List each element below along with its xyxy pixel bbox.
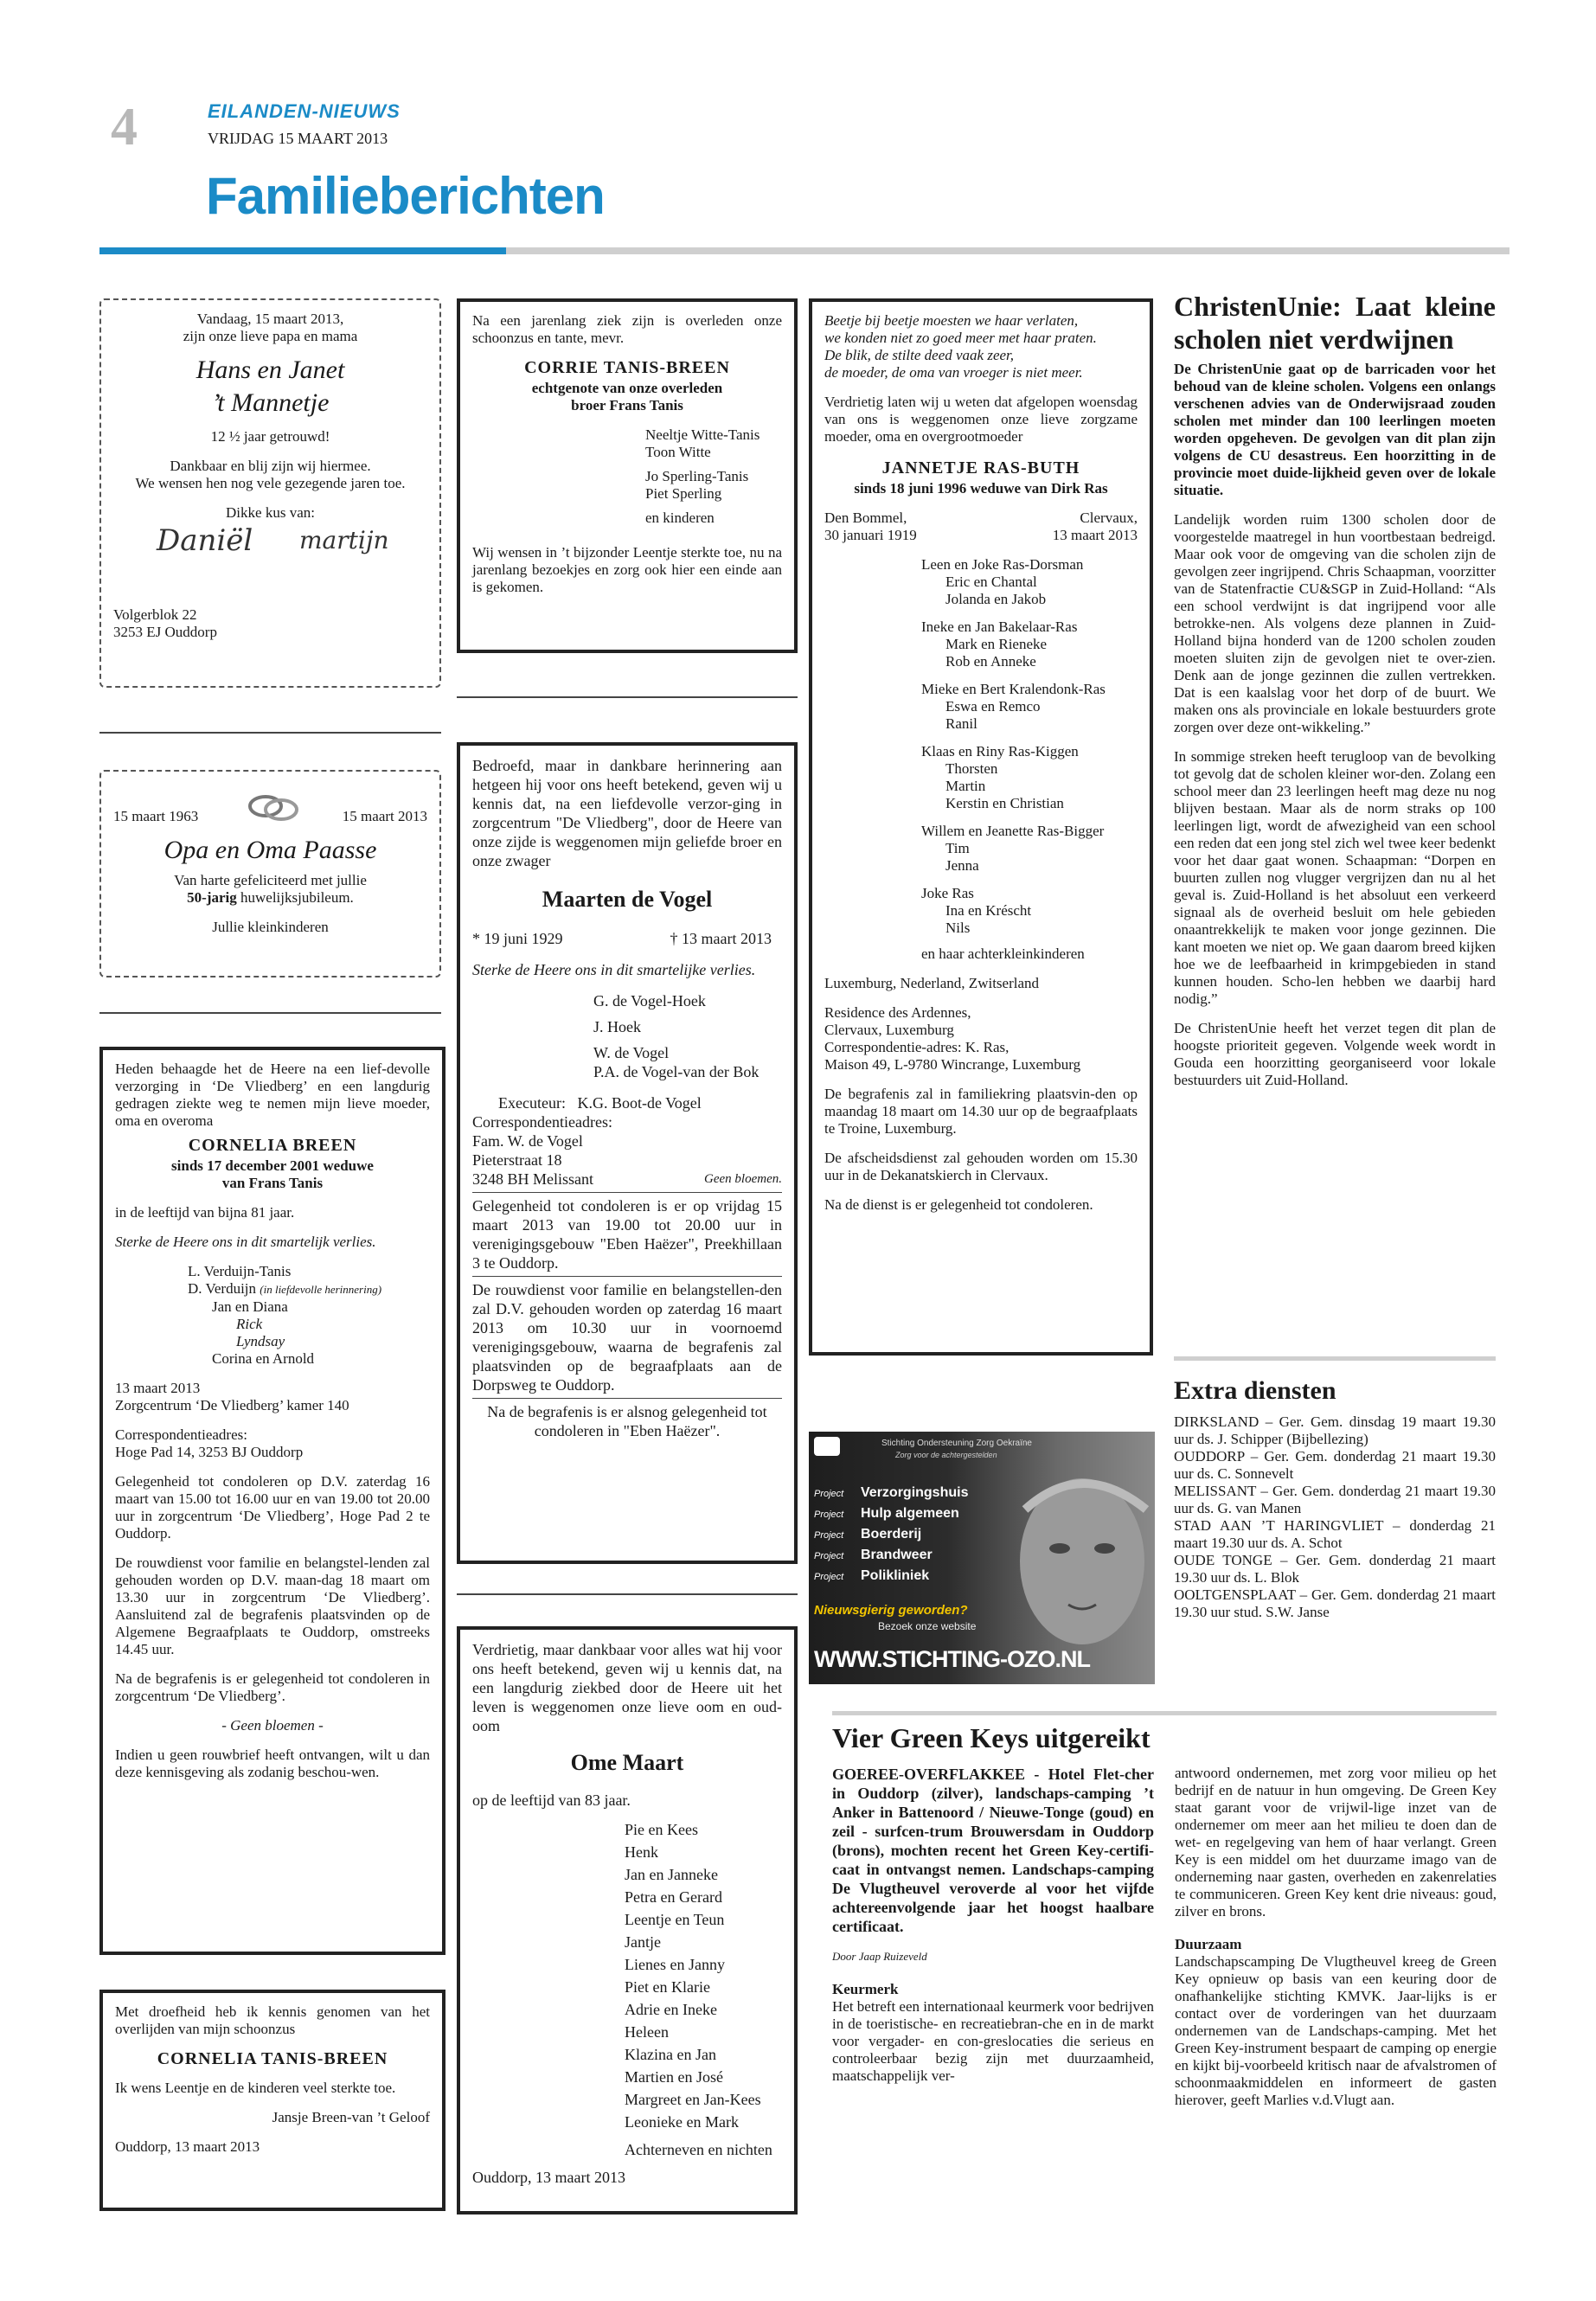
notice-text: Gelegenheid tot condoleren op D.V. zaterdag 16 maart van 15.00 tot 16.00 uur en van 19.00 tot 20.00 uur in zorgcentrum ‘De Vliedberg’, Hoge Pad 2 te Ouddorp. xyxy=(115,1473,430,1541)
family-member: P.A. de Vogel-van der Bok xyxy=(593,1063,760,1080)
executor-line: Executeur: K.G. Boot-de Vogel xyxy=(498,1094,702,1112)
place-date: Ouddorp, 13 maart 2013 xyxy=(472,2169,625,2186)
family-list xyxy=(824,556,1138,937)
notice-text: We wensen hen nog vele gezegende jaren toe. xyxy=(135,475,406,491)
article-title: Vier Green Keys uitgereikt xyxy=(832,1722,1151,1753)
service-item: DIRKSLAND – Ger. Gem. dinsdag 19 maart 19.30 uur ds. J. Schipper (Bijbellezing) xyxy=(1174,1413,1496,1447)
article-paragraph: Landelijk worden ruim 1300 scholen door de voorgestelde maatregel in hun voortbestaan bedreigd. Maar ook voor de omgeving van die scholen zijn de gevolgen zeer ingrijpend. Chris Schaapman, voorzitter van de Statenfractie CU&SGP in Zuid-Holland: “Als een school verdwijnt is dat ingrijpend voor alle betrokke-nen. Als volgens deze plannen in Zuid-Holland bijna honderd van de 1200 scholen zouden moeten sluiten zijn de gevolgen niet te over-zien. Denk aan de jonge gezinnen die zullen vertrekken. Dat is een kaalslag voor het dorp of de buurt. We maken ons als provinciale en lokale bestuurders grote zorgen over deze ont-wikkeling.” xyxy=(1174,511,1496,735)
notice-text: De rouwdienst voor familie en belangstel-lenden zal gehouden worden op D.V. maan-dag 18 maart om 13.30 uur in zorgcentrum ‘De Vliedberg’. Aansluitend zal de begrafenis plaatsvinden op de Algemene Begraafplaats te Ouddorp, omstreeks 14.45 uur. xyxy=(115,1554,430,1657)
service-item: OUDE TONGE – Ger. Gem. donderdag 21 maart 19.30 uur ds. L. Blok xyxy=(1174,1552,1496,1586)
family-member: Corina en Arnold xyxy=(212,1350,315,1367)
verse: Sterke de Heere ons in dit smartelijk verlies. xyxy=(115,1234,376,1250)
address-line: Fam. W. de Vogel xyxy=(472,1132,583,1150)
anniversary-notice-paasse xyxy=(99,770,441,977)
family-member: Ina en Kréscht xyxy=(945,902,1032,919)
family-member: Jantje xyxy=(625,1933,661,1951)
family-member: Joke Ras xyxy=(921,885,974,901)
notice-text: Gelegenheid tot condoleren is er op vrijdag 15 maart 2013 van 19.00 tot 20.00 uur in verenigingsgebouw "Eben Haëzer", Preekhillaan 3 te Ouddorp. xyxy=(472,1197,782,1272)
notice-text: Met droefheid heb ik kennis genomen van het overlijden van mijn schoonzus xyxy=(115,2003,430,2037)
article-subheading: Keurmerk xyxy=(832,1981,899,1997)
services-list xyxy=(1174,1413,1496,1621)
death-place: Clervaux, xyxy=(1080,510,1138,526)
divider xyxy=(457,696,798,698)
address-line: Clervaux, Luxemburg xyxy=(824,1022,954,1038)
date-start: 15 maart 1963 xyxy=(113,808,199,824)
deceased-name: JANNETJE RAS-BUTH xyxy=(881,458,1080,478)
family-member: Kerstin en Christian xyxy=(945,795,1064,811)
family-list xyxy=(472,1818,782,2161)
service-item: MELISSANT – Ger. Gem. donderdag 21 maart 19.30 uur ds. G. van Manen xyxy=(1174,1483,1496,1516)
notice-text: Ik wens Leentje en de kinderen veel sterkte toe. xyxy=(115,2080,396,2096)
obituary-maarten-de-vogel xyxy=(457,742,798,1564)
deceased-name: CORRIE TANIS-BREEN xyxy=(524,358,730,377)
deceased-subtitle: sinds 17 december 2001 weduwe xyxy=(171,1157,374,1174)
family-member: Piet Sperling xyxy=(645,485,722,502)
notice-text: De begrafenis zal in familiekring plaatsvin-den op maandag 18 maart om 14.30 uur op de begraafplaats te Troine, Luxemburg. xyxy=(824,1086,1138,1137)
ad-project-item: Project Verzorgingshuis xyxy=(814,1485,969,1500)
family-member: L. Verduijn-Tanis xyxy=(188,1263,292,1279)
signatory: Jansje Breen-van ’t Geloof xyxy=(272,2109,430,2125)
family-member: en kinderen xyxy=(645,510,715,526)
family-member: Jan en Janneke xyxy=(625,1866,718,1883)
family-member: Neeltje Witte-Tanis xyxy=(645,426,760,443)
notice-text: Dikke kus van: xyxy=(226,504,315,521)
address-line: Maison 49, L-9780 Wincrange, Luxemburg xyxy=(824,1056,1081,1073)
family-member: Martien en José xyxy=(625,2068,723,2086)
ad-project-item: Project Brandweer xyxy=(814,1548,933,1562)
article-lead: De ChristenUnie gaat op de barricaden voor het behoud van de kleine scholen. Volgens een onlangs verschenen advies van de Onderwijsraad zouden scholen met minder dan 100 leerlingen moeten worden opgeheven. De gevolgen van dit plan zijn volgens de CU desastreus. Een hoorzitting in de provincie moet duide-lijkheid geven over de lokale situatie. xyxy=(1174,361,1496,498)
address-line: Volgerblok 22 xyxy=(113,606,197,623)
notice-text: Na de begrafenis is er gelegenheid tot condoleren in zorgcentrum ‘De Vliedberg’. xyxy=(115,1670,430,1704)
ad-project-item: Project Polikliniek xyxy=(814,1568,930,1583)
family-member: Eric en Chantal xyxy=(945,574,1037,590)
obituary-cornelia-breen xyxy=(99,1047,445,1955)
condolence-cornelia-tanis-breen xyxy=(99,1990,445,2211)
notice-text: Van harte gefeliciteerd met jullie xyxy=(174,872,367,888)
family-member: Pie en Kees xyxy=(625,1821,698,1838)
couple-name: Opa en Oma Paasse xyxy=(163,836,377,864)
deceased-name: Maarten de Vogel xyxy=(542,887,713,912)
deceased-subtitle: van Frans Tanis xyxy=(221,1175,324,1191)
deceased-name: Ome Maart xyxy=(570,1750,684,1775)
notice-text: De afscheidsdienst zal gehouden worden om 15.30 uur in de Dekanatskierch in Clervaux. xyxy=(824,1150,1138,1183)
article-title: ChristenUnie: Laat kleine scholen niet verdwijnen xyxy=(1174,291,1496,355)
family-member: Petra en Gerard xyxy=(625,1888,722,1906)
family-member: Klaas en Riny Ras-Kiggen xyxy=(921,743,1079,760)
divider xyxy=(832,1711,1497,1715)
article-extra-diensten xyxy=(1174,1375,1496,1621)
signature-daniel: Daniël xyxy=(157,523,253,558)
address-line: 3253 EJ Ouddorp xyxy=(113,624,217,640)
poem-line: we konden niet zo goed meer met haar praten. xyxy=(824,330,1097,346)
article-christenunie xyxy=(1174,290,1496,1089)
birth-date: 30 januari 1919 xyxy=(824,527,917,543)
family-member: en haar achterkleinkinderen xyxy=(921,945,1085,962)
notice-text: Zorgcentrum ‘De Vliedberg’ kamer 140 xyxy=(115,1397,349,1413)
notice-text: 13 maart 2013 xyxy=(115,1380,201,1396)
notice-text: 12 ½ jaar getrouwd! xyxy=(210,428,330,445)
divider xyxy=(457,1593,798,1595)
ad-website-link[interactable]: WWW.STICHTING-OZO.NL xyxy=(814,1646,1090,1672)
family-member: Jan en Diana xyxy=(212,1298,288,1315)
deceased-subtitle: broer Frans Tanis xyxy=(571,397,683,413)
ad-project-item: Project Hulp algemeen xyxy=(814,1506,959,1521)
family-member: Henk xyxy=(625,1843,658,1861)
birth-place: Den Bommel, xyxy=(824,510,907,526)
notice-text: zijn onze lieve papa en mama xyxy=(183,328,358,344)
article-lead: GOEREE-OVERFLAKKEE - Hotel Flet-cher in Ouddorp (zilver), landschaps-camping ’t Anker in Battenoord / Nieuwe-Tonge (goud) en zeil - surfcen-trum Brouwersdam in Ouddorp (brons), mochten recent het Green Key-certifi-caat in ontvangst nemen. Landschaps-camping De Vlugtheuvel veroverde al voor het vijfde achtereenvolgende jaar het hoogst haalbare certificaat. xyxy=(832,1766,1154,1935)
family-member: Willem en Jeanette Ras-Bigger xyxy=(921,823,1105,839)
poem-line: De blik, de stilte deed vaak zeer, xyxy=(824,347,1015,363)
article-paragraph: De ChristenUnie heeft het verzet tegen dit plan de hoogste prioriteit gegeven. Volgende week wordt in Gouda een hoorzitting georganiseerd voor lokale bestuurders uit Zuid-Holland. xyxy=(1174,1020,1496,1088)
wedding-rings-icon xyxy=(243,784,304,827)
address-line: 3248 BH Melissant xyxy=(472,1170,594,1188)
ad-cta-sub: Bezoek onze website xyxy=(878,1620,977,1632)
deceased-subtitle: sinds 18 juni 1996 weduwe van Dirk Ras xyxy=(854,480,1108,497)
family-member: Leonieke en Mark xyxy=(625,2113,739,2131)
birth-date: * 19 juni 1929 xyxy=(472,930,563,947)
obituary-intro: Heden behaagde het de Heere na een lief-devolle verzorging in ‘De Vliedberg’ en een langdurig gedragen ziekte weg te nemen mijn lieve moeder, oma en overoma xyxy=(115,1061,430,1129)
deceased-name: CORNELIA TANIS-BREEN xyxy=(157,2049,388,2068)
article-green-keys xyxy=(832,1721,1497,2109)
notice-text: - Geen bloemen - xyxy=(221,1717,324,1734)
family-member: Leentje en Teun xyxy=(625,1911,725,1928)
family-member: Lienes en Janny xyxy=(625,1956,725,1973)
family-member: Adrie en Ineke xyxy=(625,2001,717,2018)
family-member: Rick xyxy=(236,1316,263,1332)
date-end: 15 maart 2013 xyxy=(342,808,427,824)
family-member: Ineke en Jan Bakelaar-Ras xyxy=(921,619,1078,635)
family-member: Piet en Klarie xyxy=(625,1978,710,1996)
article-subheading: Duurzaam xyxy=(1175,1936,1242,1952)
family-member: Leen en Joke Ras-Dorsman xyxy=(921,556,1084,573)
notice-text: Na de begrafenis is er alsnog gelegenheid tot condoleren in "Eben Haëzer". xyxy=(487,1403,767,1439)
ad-cta: Nieuwsgierig geworden? xyxy=(814,1603,968,1618)
ad-org: Stichting Ondersteuning Zorg Oekraïne xyxy=(881,1439,1032,1448)
family-member: G. de Vogel-Hoek xyxy=(593,992,706,1009)
service-item: OOLTGENSPLAAT – Ger. Gem. donderdag 21 maart 19.30 uur stud. S.W. Janse xyxy=(1174,1586,1496,1620)
address-line: Correspondentie-adres: K. Ras, xyxy=(824,1039,1010,1055)
family-member: Lyndsay xyxy=(236,1333,285,1349)
family-member: Jolanda en Jakob xyxy=(945,591,1047,607)
notice-text: Luxemburg, Nederland, Zwitserland xyxy=(824,975,1040,991)
obituary-corrie-tanis-breen xyxy=(457,298,798,653)
family-member: Ranil xyxy=(945,715,977,732)
divider xyxy=(1174,1356,1496,1361)
couple-surname: ’t Mannetje xyxy=(211,388,330,417)
family-member: Klazina en Jan xyxy=(625,2046,716,2063)
obituary-intro: Verdrietig laten wij u weten dat afgelopen woensdag van ons is weggenomen onze lieve zorgzame moeder, oma en overgrootmoeder xyxy=(824,394,1138,445)
family-member: Martin xyxy=(945,778,986,794)
family-member: Tim xyxy=(945,840,970,856)
deceased-name: CORNELIA BREEN xyxy=(188,1136,357,1155)
age-line: op de leeftijd van 83 jaar. xyxy=(472,1791,631,1809)
article-paragraph: Het betreft een internationaal keurmerk voor bedrijven in de toeristische- en recreatiebran-che en in de markt voor vergader- en con-greslocaties die serieus en controleerbaar bezig zijn met duurzaamheid, maatschappelijk ver- xyxy=(832,1998,1154,2084)
notice-text: Na een jarenlang ziek zijn is overleden onze schoonzus en tante, mevr. xyxy=(472,312,782,346)
service-item: STAD AAN ’T HARINGVLIET – donderdag 21 maart 19.30 uur ds. A. Schot xyxy=(1174,1517,1496,1551)
issue-date: VRIJDAG 15 MAART 2013 xyxy=(208,130,388,147)
section-title: Familieberichten xyxy=(206,167,605,225)
article-paragraph: In sommige streken heeft terugloop van de bevolking tot gevolg dat de scholen kleiner wor-den. Zolang een school meer dan 23 leerlingen heeft mag deze nu nog blijven bestaan. Maar als de norm straks op 100 leerlingen ligt, wordt de afwezigheid van een school een reden dat een jong stel zich wel twee keer bedenkt voor het daar gaat wonen. Schaapman: “Dorpen en buurten zullen nog vlugger vergrijzen dan nu al het geval is. Zuid-Holland is het absoluut een verkeerd signaal als de overheid besluit om hele gebieden onaantrekkelijk te maken voor jonge gezinnen. Die kant moeten we niet op. We gaan daarom breed kijken hoe we de leefbaarheid in krimpgebieden in stand kunnen houden. Scho-len hebben we daarbij hard nodig.” xyxy=(1174,748,1496,1007)
page-number: 4 xyxy=(111,98,138,157)
article-byline: Door Jaap Ruizeveld xyxy=(832,1950,927,1963)
family-member: Nils xyxy=(945,920,971,936)
notice-text: Wij wensen in ’t bijzonder Leentje sterkte toe, nu na jarenlang bezoekjes en zorg ook hier een einde aan is gekomen. xyxy=(472,544,782,595)
address-line: Pieterstraat 18 xyxy=(472,1151,562,1169)
notice-text: Dankbaar en blij zijn wij hiermee. xyxy=(170,458,371,474)
family-member: Mark en Rieneke xyxy=(945,636,1048,652)
family-member: Jenna xyxy=(945,857,979,874)
article-paragraph: antwoord ondernemen, met zorg voor milieu op het bedrijf en de natuur in hun omgeving. De Green Key staat garant voor de vrijwil-lige inzet van de ondernemer om meer aan het milieu te doen dan de wet- en regelgeving van hem of haar verlangt. Green Key is een middel om het duurzame imago van de onderneming naar gasten, overheden en zakenrelaties te communiceren. Green Key kent drie niveaus: goud, zilver en brons. xyxy=(1175,1765,1497,1920)
section-bar xyxy=(506,247,1509,254)
verse: Sterke de Heere ons in dit smartelijke verlies. xyxy=(472,961,756,978)
newspaper-logo: EILANDEN-NIEUWS xyxy=(208,100,401,122)
family-member: Margreet en Jan-Kees xyxy=(625,2091,761,2108)
family-member: Heleen xyxy=(625,2023,669,2041)
death-date: 13 maart 2013 xyxy=(1052,527,1138,543)
service-item: OUDDORP – Ger. Gem. donderdag 21 maart 19.30 uur ds. C. Sonnevelt xyxy=(1174,1448,1496,1482)
address-line: Correspondentieadres: xyxy=(472,1113,612,1131)
article-paragraph: Landschapscamping De Vlugtheuvel kreeg de Green Key opnieuw op basis van een keuring door de onafhankelijke stichting KMVK. Jaar-lijks is er contact over de vorderingen van het duurzaam ondernemen van de Landschaps-camping. Met het Green Key-instrument bespaart de camping op energie en kijkt bij-voorbeeld kritisch naar de afvalstromen of schoonmaakmiddelen en informeert de gasten hierover, geeft Marlies v.d.Vlugt aan. xyxy=(1175,1953,1497,2108)
notice-text: Jullie kleinkinderen xyxy=(212,919,329,935)
obituary-ome-maart xyxy=(457,1626,798,2214)
family-member: Thorsten xyxy=(945,760,998,777)
death-date: † 13 maart 2013 xyxy=(670,930,772,947)
family-member: Jo Sperling-Tanis xyxy=(645,468,749,484)
notice-text: 50-jarig huwelijksjubileum. xyxy=(187,889,354,906)
obituary-jannetje-ras-buth xyxy=(809,298,1153,1356)
address-line: Residence des Ardennes, xyxy=(824,1004,971,1021)
article-title: Extra diensten xyxy=(1174,1376,1336,1405)
obituary-intro: Bedroefd, maar in dankbare herinnering aan hetgeen hij voor ons heeft betekend, geven wij u kennis dat, na een liefdevolle verzor-ging in zorgcentrum "De Vliedberg", door de Heere van onze zijde is weggenomen mijn geliefde broer en onze zwager xyxy=(472,757,782,869)
notice-text: De rouwdienst voor familie en belangstellen-den zal D.V. gehouden worden op zaterdag 16 maart 2013 om 10.30 uur in voornoemd verenigingsgebouw, waarna de begrafenis zal plaatsvinden op de begraafplaats aan de Dorpsweg te Ouddorp. xyxy=(472,1281,782,1394)
notice-text: Na de dienst is er gelegenheid tot condoleren. xyxy=(824,1196,1093,1213)
notice-text: Hoge Pad 14, 3253 BJ Ouddorp xyxy=(115,1444,304,1460)
poem-line: Beetje bij beetje moesten we haar verlaten, xyxy=(824,312,1079,329)
notice-text: Correspondentieadres: xyxy=(115,1426,247,1443)
elderly-woman-photo xyxy=(999,1458,1155,1657)
notice-text: Geen bloemen. xyxy=(704,1172,782,1186)
family-member: Eswa en Remco xyxy=(945,698,1041,715)
family-member: D. Verduijn (in liefdevolle herinnering) xyxy=(188,1280,382,1297)
divider xyxy=(99,732,441,734)
family-member: Mieke en Bert Kralendonk-Ras xyxy=(921,681,1106,697)
ozo-logo-icon xyxy=(814,1437,840,1456)
anniversary-notice-hans-janet xyxy=(99,298,441,688)
notice-text: Indien u geen rouwbrief heeft ontvangen, wilt u dan deze kennisgeving als zodanig beschou-wen. xyxy=(115,1747,430,1780)
family-member: Achterneven en nichten xyxy=(625,2141,772,2158)
deceased-subtitle: echtgenote van onze overleden xyxy=(531,380,723,396)
notice-text: Vandaag, 15 maart 2013, xyxy=(196,311,344,327)
advertisement-stichting-ozo[interactable] xyxy=(809,1432,1155,1684)
notice-text: Ouddorp, 13 maart 2013 xyxy=(115,2138,260,2155)
family-member: W. de Vogel xyxy=(593,1044,670,1061)
family-member: J. Hoek xyxy=(593,1018,641,1035)
section-bar-accent xyxy=(99,247,506,254)
poem-line: de moeder, de oma van vroeger is niet meer. xyxy=(824,364,1083,381)
signature-martijn: martijn xyxy=(299,526,389,554)
ad-project-item: Project Boerderij xyxy=(814,1527,922,1541)
family-member: Toon Witte xyxy=(645,444,711,460)
couple-name: Hans en Janet xyxy=(195,356,345,384)
family-member: Rob en Anneke xyxy=(945,653,1036,670)
divider xyxy=(99,1012,441,1014)
obituary-intro: Verdrietig, maar dankbaar voor alles wat hij voor ons heeft betekend, geven wij u kennis dat, na een langdurig ziekbed door de Heere uit het leven is weggenomen onze lieve oom en oud-oom xyxy=(472,1641,782,1734)
age-line: in de leeftijd van bijna 81 jaar. xyxy=(115,1204,295,1221)
ad-tagline: Zorg voor de achtergestelden xyxy=(895,1451,997,1459)
